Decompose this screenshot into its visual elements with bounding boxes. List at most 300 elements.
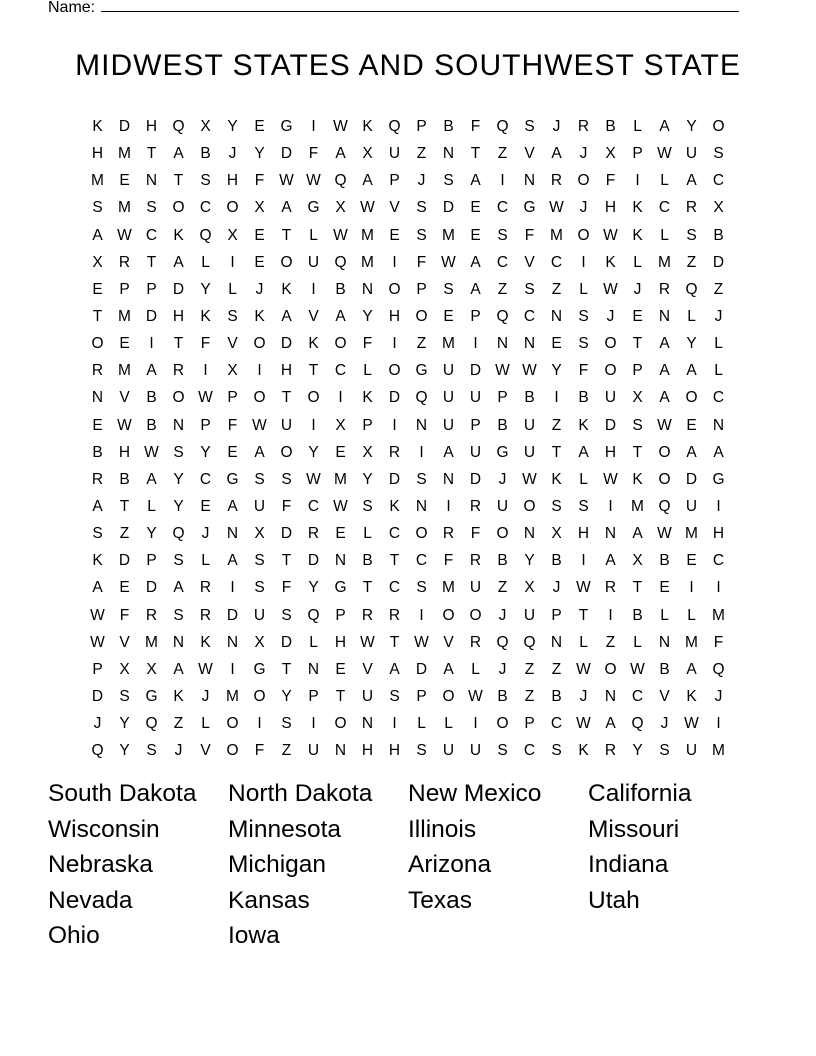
grid-letter: I (392, 416, 397, 434)
grid-letter: S (551, 497, 562, 515)
grid-letter: J (660, 715, 669, 733)
grid-letter: X (362, 145, 373, 163)
grid-letter: W (198, 660, 213, 678)
grid-letter: I (257, 362, 262, 380)
grid-letter: S (146, 199, 157, 217)
grid-letter: W (522, 470, 537, 488)
grid-letter: I (716, 715, 721, 733)
grid-letter: J (201, 687, 210, 705)
grid-letter: Z (551, 280, 562, 298)
grid-letter: Y (686, 118, 697, 135)
grid-letter: A (389, 660, 400, 678)
grid-row (84, 493, 732, 520)
grid-letter: O (604, 362, 617, 380)
grid-letter: V (119, 389, 130, 407)
grid-letter: C (550, 253, 563, 271)
grid-letter: G (253, 660, 266, 678)
grid-letter: Q (307, 606, 320, 624)
grid-letter: Y (632, 742, 643, 760)
grid-letter: N (523, 335, 536, 353)
grid-letter: Z (551, 416, 562, 434)
grid-row (84, 737, 732, 764)
grid-letter: E (659, 579, 670, 597)
grid-letter: N (442, 145, 455, 163)
grid-letter: W (90, 633, 105, 651)
grid-letter: K (632, 199, 643, 217)
grid-letter: R (469, 497, 482, 515)
grid-letter: Q (199, 226, 212, 244)
grid-letter: V (362, 660, 373, 678)
grid-letter: B (497, 416, 508, 434)
grid-letter: U (523, 416, 536, 434)
grid-letter: H (604, 199, 617, 217)
grid-letter: V (443, 633, 454, 651)
grid-letter: J (174, 742, 183, 760)
grid-row (84, 629, 732, 656)
grid-letter: B (443, 118, 454, 135)
grid-letter: W (441, 253, 456, 271)
grid-letter: G (415, 362, 428, 380)
grid-row (84, 602, 732, 629)
grid-letter: O (577, 172, 590, 190)
grid-letter: J (93, 715, 102, 733)
grid-letter: P (92, 660, 103, 678)
grid-letter: S (659, 742, 670, 760)
grid-letter: F (470, 525, 481, 543)
grid-letter: T (632, 579, 643, 597)
grid-letter: E (119, 172, 130, 190)
grid-letter: W (603, 226, 618, 244)
grid-letter: N (415, 497, 428, 515)
grid-letter: E (335, 660, 346, 678)
grid-letter: F (443, 552, 454, 570)
grid-letter: C (712, 552, 725, 570)
grid-letter: N (604, 687, 617, 705)
grid-letter: T (173, 172, 184, 190)
grid-letter: K (254, 307, 265, 325)
grid-letter: F (416, 253, 427, 271)
grid-letter: L (714, 362, 723, 380)
grid-letter: W (90, 606, 105, 624)
grid-letter: F (119, 606, 130, 624)
grid-letter: S (686, 226, 697, 244)
grid-letter: L (201, 715, 210, 733)
grid-letter: A (335, 307, 346, 325)
grid-letter: P (470, 416, 481, 434)
grid-letter: I (500, 172, 505, 190)
grid-letter: R (469, 633, 482, 651)
grid-letter: N (523, 172, 536, 190)
grid-letter: U (442, 362, 455, 380)
grid-letter: M (658, 253, 671, 271)
grid-letter: R (307, 525, 320, 543)
grid-letter: Q (91, 742, 104, 760)
grid-letter: I (338, 389, 343, 407)
grid-letter: C (307, 497, 320, 515)
grid-letter: X (146, 660, 157, 678)
grid-letter: S (497, 226, 508, 244)
grid-letter: L (633, 118, 642, 135)
grid-letter: C (550, 715, 563, 733)
grid-letter: M (334, 470, 347, 488)
grid-letter: R (145, 606, 158, 624)
grid-letter: W (576, 715, 591, 733)
grid-letter: B (551, 687, 562, 705)
word-list-item: California (588, 780, 692, 807)
grid-letter: A (605, 552, 616, 570)
grid-letter: S (497, 742, 508, 760)
grid-letter: L (471, 660, 480, 678)
grid-letter: L (660, 172, 669, 190)
grid-letter: S (173, 552, 184, 570)
grid-letter: G (712, 470, 725, 488)
grid-letter: T (389, 552, 400, 570)
grid-letter: W (279, 172, 294, 190)
grid-letter: O (658, 470, 671, 488)
grid-letter: J (201, 525, 210, 543)
grid-letter: O (253, 335, 266, 353)
grid-letter: V (389, 199, 400, 217)
word-list-item: Minnesota (228, 815, 342, 843)
grid-letter: Z (686, 253, 697, 271)
grid-letter: M (442, 226, 455, 244)
grid-letter: R (91, 470, 104, 488)
grid-letter: V (119, 633, 130, 651)
grid-letter: G (145, 687, 158, 705)
grid-letter: V (524, 253, 535, 271)
grid-letter: R (685, 199, 698, 217)
grid-letter: M (226, 687, 239, 705)
grid-letter: Y (281, 687, 292, 705)
grid-letter: A (686, 362, 697, 380)
grid-letter: E (443, 307, 454, 325)
grid-letter: N (361, 715, 374, 733)
grid-letter: T (578, 606, 589, 624)
grid-letter: Q (496, 633, 509, 651)
grid-letter: U (685, 145, 698, 163)
grid-letter: T (146, 145, 157, 163)
grid-letter: E (92, 280, 103, 298)
letter-grid (84, 113, 732, 764)
grid-letter: E (470, 226, 481, 244)
grid-letter: I (716, 579, 721, 597)
grid-letter: L (579, 633, 588, 651)
grid-letter: K (173, 226, 184, 244)
grid-letter: O (253, 687, 266, 705)
grid-row (84, 249, 732, 276)
grid-letter: P (551, 606, 562, 624)
grid-row (84, 656, 732, 683)
grid-letter: O (388, 362, 401, 380)
grid-letter: E (686, 416, 697, 434)
grid-letter: M (118, 199, 131, 217)
word-list-item: North Dakota (228, 780, 373, 807)
grid-letter: I (419, 443, 424, 461)
grid-letter: W (252, 416, 267, 434)
grid-letter: W (576, 579, 591, 597)
grid-letter: X (254, 199, 265, 217)
grid-letter: M (118, 145, 131, 163)
grid-letter: K (605, 253, 616, 271)
grid-letter: J (228, 145, 237, 163)
grid-letter: E (389, 226, 400, 244)
grid-letter: B (362, 552, 373, 570)
grid-letter: K (200, 633, 211, 651)
grid-letter: B (200, 145, 211, 163)
grid-letter: D (442, 199, 455, 217)
grid-letter: D (712, 253, 725, 271)
grid-letter: R (361, 606, 374, 624)
grid-letter: T (281, 226, 292, 244)
grid-letter: I (689, 579, 694, 597)
grid-letter: U (685, 742, 698, 760)
grid-letter: I (608, 497, 613, 515)
grid-letter: W (549, 199, 564, 217)
grid-letter: S (416, 470, 427, 488)
grid-letter: U (361, 687, 374, 705)
grid-letter: D (280, 633, 293, 651)
grid-letter: R (172, 362, 185, 380)
grid-letter: O (253, 389, 266, 407)
grid-letter: S (551, 742, 562, 760)
grid-letter: L (201, 253, 210, 271)
grid-letter: S (713, 145, 724, 163)
grid-letter: W (657, 525, 672, 543)
grid-letter: Q (145, 715, 158, 733)
grid-letter: S (389, 687, 400, 705)
grid-letter: Q (496, 307, 509, 325)
grid-letter: V (200, 742, 211, 760)
grid-letter: A (443, 443, 454, 461)
grid-letter: O (415, 525, 428, 543)
grid-letter: L (309, 633, 318, 651)
grid-letter: B (146, 416, 157, 434)
grid-letter: F (470, 118, 481, 135)
grid-letter: W (657, 416, 672, 434)
grid-letter: Q (172, 118, 185, 135)
grid-letter: L (579, 470, 588, 488)
grid-letter: D (469, 470, 482, 488)
grid-letter: A (227, 552, 238, 570)
grid-letter: I (419, 606, 424, 624)
grid-letter: A (254, 443, 265, 461)
grid-letter: I (230, 579, 235, 597)
grid-letter: Z (497, 280, 508, 298)
grid-letter: U (388, 145, 401, 163)
name-field[interactable] (48, 0, 739, 19)
grid-letter: F (362, 335, 373, 353)
grid-letter: H (577, 525, 590, 543)
grid-letter: R (388, 606, 401, 624)
grid-letter: W (657, 145, 672, 163)
grid-letter: O (226, 715, 239, 733)
word-list-item: Nevada (48, 886, 133, 914)
grid-letter: V (227, 335, 238, 353)
grid-letter: W (495, 362, 510, 380)
grid-letter: N (442, 470, 455, 488)
grid-letter: S (578, 307, 589, 325)
word-list-item: Kansas (228, 886, 310, 914)
grid-letter: E (335, 443, 346, 461)
grid-letter: J (714, 307, 723, 325)
grid-letter: N (172, 633, 185, 651)
grid-letter: J (579, 199, 588, 217)
grid-letter: B (335, 280, 346, 298)
grid-letter: Q (388, 118, 401, 135)
grid-letter: H (334, 633, 347, 651)
word-list-item: Arizona (408, 851, 492, 879)
grid-letter: I (608, 606, 613, 624)
grid-letter: N (334, 742, 347, 760)
grid-letter: W (522, 362, 537, 380)
grid-letter: B (713, 226, 724, 244)
grid-letter: R (199, 606, 212, 624)
grid-letter: T (281, 389, 292, 407)
grid-letter: H (604, 443, 617, 461)
grid-letter: D (388, 389, 401, 407)
grid-letter: C (523, 307, 536, 325)
grid-letter: A (173, 579, 184, 597)
grid-letter: C (415, 552, 428, 570)
grid-letter: Q (631, 715, 644, 733)
word-list-item: Wisconsin (48, 815, 160, 843)
grid-letter: N (172, 416, 185, 434)
grid-letter: H (712, 525, 725, 543)
grid-letter: B (659, 660, 670, 678)
grid-letter: O (469, 606, 482, 624)
grid-letter: S (416, 579, 427, 597)
grid-letter: D (388, 470, 401, 488)
grid-letter: L (579, 280, 588, 298)
grid-letter: S (281, 470, 292, 488)
word-list-item: Missouri (588, 815, 680, 843)
grid-letter: N (334, 552, 347, 570)
grid-letter: S (281, 606, 292, 624)
grid-letter: F (578, 362, 589, 380)
grid-letter: X (227, 362, 238, 380)
grid-letter: H (280, 362, 293, 380)
grid-letter: U (442, 742, 455, 760)
grid-letter: U (496, 497, 509, 515)
grid-letter: C (199, 199, 212, 217)
grid-letter: H (91, 145, 104, 163)
grid-letter: D (91, 687, 104, 705)
grid-letter: M (361, 226, 374, 244)
grid-row (84, 412, 732, 439)
grid-letter: P (362, 416, 373, 434)
grid-letter: N (226, 633, 239, 651)
grid-letter: I (230, 660, 235, 678)
grid-letter: Q (523, 633, 536, 651)
grid-letter: A (632, 525, 643, 543)
grid-letter: J (417, 172, 426, 190)
grid-letter: C (199, 470, 212, 488)
grid-letter: S (254, 579, 265, 597)
grid-letter: O (307, 389, 320, 407)
grid-letter: W (306, 172, 321, 190)
grid-letter: A (146, 470, 157, 488)
grid-letter: K (92, 552, 103, 570)
grid-letter: A (470, 172, 481, 190)
grid-letter: A (713, 443, 724, 461)
grid-letter: A (92, 497, 103, 515)
grid-letter: C (388, 579, 401, 597)
grid-letter: E (470, 199, 481, 217)
grid-row (84, 276, 732, 303)
grid-letter: L (201, 552, 210, 570)
grid-letter: J (552, 579, 561, 597)
grid-row (84, 574, 732, 601)
grid-letter: N (550, 633, 563, 651)
grid-letter: M (550, 226, 563, 244)
grid-letter: T (281, 660, 292, 678)
grid-letter: I (716, 497, 721, 515)
grid-letter: U (469, 579, 482, 597)
grid-letter: P (146, 280, 157, 298)
grid-letter: N (604, 525, 617, 543)
grid-letter: I (473, 335, 478, 353)
grid-letter: T (92, 307, 103, 325)
grid-letter: S (119, 687, 130, 705)
grid-row (84, 384, 732, 411)
grid-letter: T (551, 443, 562, 461)
grid-letter: F (200, 335, 211, 353)
grid-letter: N (658, 633, 671, 651)
grid-letter: S (281, 715, 292, 733)
grid-row (84, 466, 732, 493)
grid-letter: H (145, 118, 158, 135)
grid-letter: Z (119, 525, 130, 543)
grid-letter: E (254, 118, 265, 135)
grid-letter: I (392, 715, 397, 733)
grid-letter: Z (281, 742, 292, 760)
grid-letter: Y (173, 470, 184, 488)
grid-letter: A (146, 362, 157, 380)
grid-letter: D (280, 525, 293, 543)
grid-letter: A (92, 226, 103, 244)
grid-letter: W (117, 226, 132, 244)
grid-letter: S (92, 525, 103, 543)
grid-row (84, 167, 732, 194)
grid-letter: A (470, 253, 481, 271)
grid-letter: F (254, 742, 265, 760)
grid-letter: P (524, 715, 535, 733)
grid-letter: V (524, 145, 535, 163)
grid-letter: I (230, 253, 235, 271)
grid-letter: K (308, 335, 319, 353)
grid-letter: C (631, 687, 644, 705)
word-list-item: Michigan (228, 851, 327, 879)
grid-letter: T (389, 633, 400, 651)
grid-letter: N (226, 525, 239, 543)
grid-letter: O (334, 715, 347, 733)
grid-letter: W (603, 470, 618, 488)
grid-letter: E (119, 335, 130, 353)
grid-letter: A (335, 145, 346, 163)
grid-letter: T (281, 552, 292, 570)
grid-letter: W (117, 416, 132, 434)
grid-letter: J (579, 145, 588, 163)
grid-letter: P (308, 687, 319, 705)
grid-letter: P (632, 362, 643, 380)
grid-letter: R (550, 172, 563, 190)
grid-letter: R (199, 579, 212, 597)
grid-letter: X (254, 633, 265, 651)
grid-letter: I (311, 715, 316, 733)
grid-letter: U (523, 443, 536, 461)
page-title: MIDWEST STATES AND SOUTHWEST STATE (75, 49, 741, 82)
grid-letter: K (632, 470, 643, 488)
